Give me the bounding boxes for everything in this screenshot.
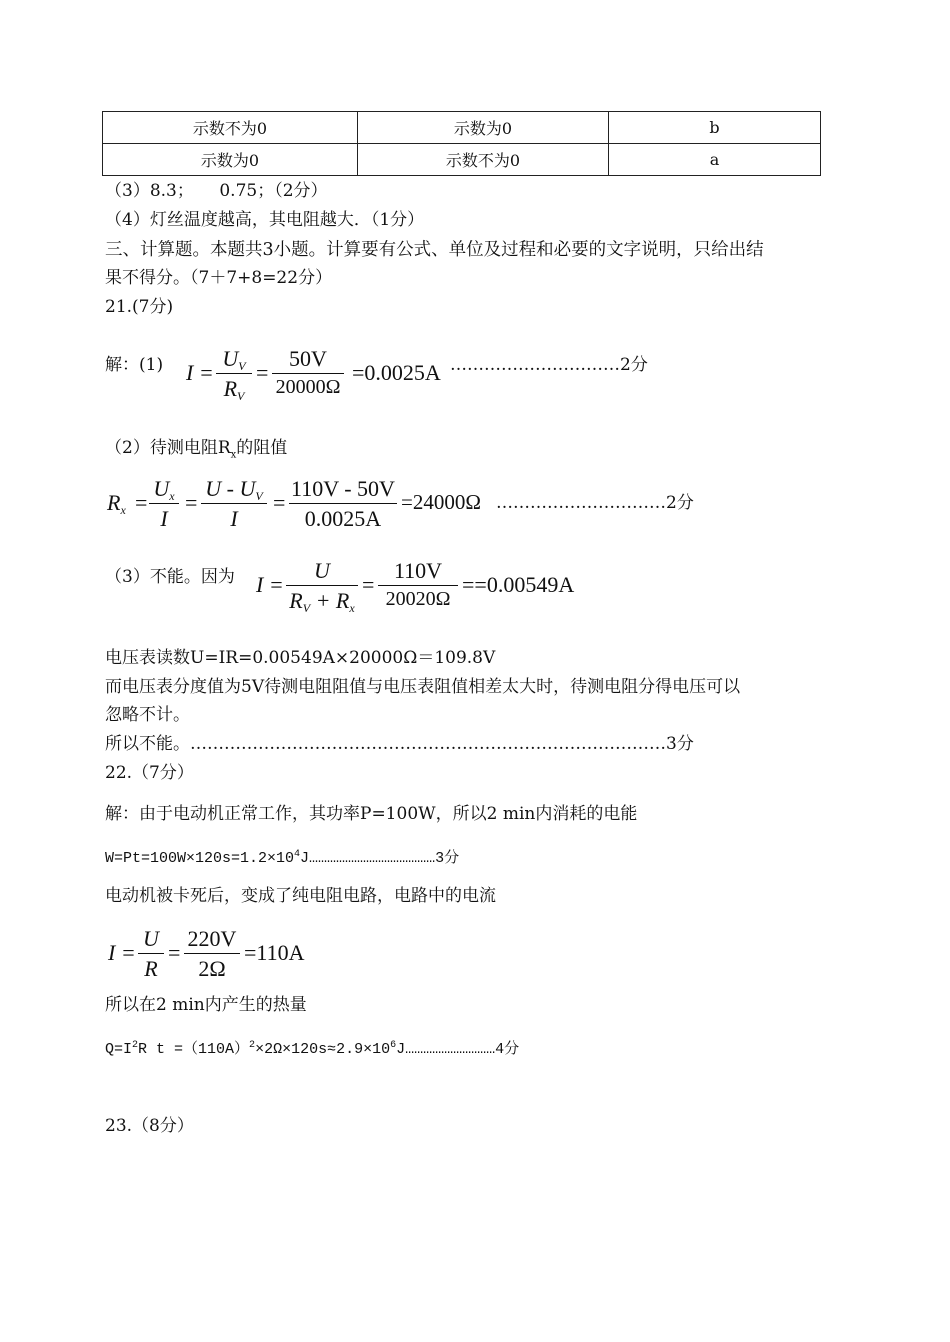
conclusion-line: 所以不能。…………………………………………………………………………3分 bbox=[105, 734, 694, 754]
eq-term: I = bbox=[108, 940, 136, 965]
eq-term: U bbox=[222, 346, 239, 371]
table-cell: a bbox=[609, 144, 821, 176]
eq-term: I = bbox=[256, 572, 284, 597]
q22-line-4: 所以在2 min内产生的热量 bbox=[105, 995, 307, 1015]
formula-text: ×2Ω×120s≈2.9×10 bbox=[255, 1041, 391, 1058]
q21-part3-label: （3）不能。因为 bbox=[105, 567, 235, 587]
eq-term: = bbox=[273, 490, 286, 515]
fraction bbox=[216, 346, 252, 402]
eq-sub: V bbox=[255, 489, 263, 503]
q21-part1-label: 解：(1) bbox=[105, 355, 164, 375]
eq-term: = bbox=[256, 360, 269, 385]
eq-term: R bbox=[223, 376, 238, 401]
eq-term: I = bbox=[186, 360, 214, 385]
section-3-heading-cont: 果不得分。（7＋7+8=22分） bbox=[105, 268, 333, 288]
eq-term: ==0.00549A bbox=[462, 572, 575, 597]
q21-part2-label bbox=[105, 438, 287, 465]
eq-term: 50V bbox=[289, 346, 327, 371]
table-cell: 示数不为0 bbox=[358, 144, 609, 176]
eq-term: 0.0025A bbox=[304, 506, 382, 531]
eq-term: = bbox=[168, 940, 181, 965]
eq-term: = bbox=[135, 490, 148, 515]
eq-term: 110V - 50V bbox=[291, 476, 395, 501]
explanation-line-2: 忽略不计。 bbox=[105, 705, 190, 725]
answer-3: （3）8.3； 0.75；（2分） bbox=[105, 181, 328, 201]
label-text: （2）待测电阻R bbox=[105, 438, 231, 458]
table-row bbox=[103, 112, 821, 144]
formula-text: R t =（110A） bbox=[138, 1041, 250, 1058]
eq-term: R bbox=[144, 956, 158, 981]
question-23-title: 23.（8分） bbox=[105, 1116, 194, 1136]
table-cell: b bbox=[609, 112, 821, 144]
eq-sub: V bbox=[238, 359, 246, 373]
q21-part1-score: …………………………2分 bbox=[450, 355, 648, 375]
eq-term: 20000Ω bbox=[275, 376, 341, 398]
fraction bbox=[201, 476, 267, 532]
eq-sub: V bbox=[302, 601, 311, 615]
q21-part2-score: …………………………2分 bbox=[496, 493, 694, 513]
eq-term: I bbox=[230, 506, 238, 531]
voltmeter-reading: 电压表读数U=IR=0.00549A×20000Ω＝109.8V bbox=[105, 648, 496, 668]
formula-text: W=Pt=100W×120s=1.2×10 bbox=[105, 850, 295, 867]
eq-term: 220V bbox=[187, 926, 237, 951]
q22-line-5 bbox=[105, 1036, 519, 1060]
formula-exp: 4 bbox=[294, 849, 301, 860]
q22-line-2 bbox=[105, 845, 459, 869]
eq-sub: V bbox=[237, 389, 245, 403]
eq-term: U - U bbox=[205, 476, 256, 501]
eq-term: 110V bbox=[393, 558, 443, 583]
fraction bbox=[272, 346, 344, 402]
q22-line-1: 解：由于电动机正常工作，其功率P=100W，所以2 min内消耗的电能 bbox=[105, 804, 638, 824]
fraction bbox=[149, 476, 179, 532]
label-text: 的阻值 bbox=[236, 438, 288, 458]
fraction bbox=[286, 558, 358, 614]
eq-term: U bbox=[153, 476, 170, 501]
result-table bbox=[102, 111, 821, 176]
eq-term: R bbox=[289, 588, 303, 613]
eq-sub: x bbox=[349, 601, 355, 615]
section-3-heading: 三、计算题。本题共3小题。计算要有公式、单位及过程和必要的文字说明，只给出结 bbox=[105, 240, 764, 260]
formula-text: J…………………………4分 bbox=[396, 1041, 520, 1058]
eq-term: R bbox=[107, 490, 121, 515]
explanation-line-1: 而电压表分度值为5V待测电阻阻值与电压表阻值相差太大时，待测电阻分得电压可以 bbox=[105, 677, 741, 697]
fraction bbox=[138, 926, 164, 982]
eq-term: =24000Ω bbox=[401, 490, 481, 514]
eq-term: I bbox=[160, 506, 168, 531]
formula-exp: 6 bbox=[390, 1040, 397, 1051]
answer-4: （4）灯丝温度越高，其电阻越大．（1分） bbox=[105, 210, 425, 230]
eq-term: =110A bbox=[244, 940, 305, 965]
fraction bbox=[378, 558, 458, 614]
fraction bbox=[289, 476, 397, 532]
q22-line-3: 电动机被卡死后，变成了纯电阻电路，电路中的电流 bbox=[105, 886, 496, 906]
table-cell: 示数为0 bbox=[358, 112, 609, 144]
label-sub: x bbox=[230, 449, 237, 461]
eq-sub: x bbox=[169, 489, 175, 503]
fraction bbox=[184, 926, 240, 982]
formula-exp: 2 bbox=[249, 1040, 256, 1051]
question-21-title: 21.(7分) bbox=[105, 297, 174, 317]
formula-text: Q=I bbox=[105, 1041, 133, 1058]
eq-term: U bbox=[143, 926, 159, 951]
eq-term: + R bbox=[310, 588, 350, 613]
table-row bbox=[103, 144, 821, 176]
eq-term: 20020Ω bbox=[385, 588, 451, 610]
formula-text: J……………………………………3分 bbox=[300, 850, 460, 867]
eq-term: = bbox=[362, 572, 375, 597]
table-cell: 示数为0 bbox=[103, 144, 358, 176]
eq-term: 2Ω bbox=[198, 956, 226, 981]
table-cell: 示数不为0 bbox=[103, 112, 358, 144]
eq-term bbox=[107, 490, 126, 518]
question-22-title: 22.（7分） bbox=[105, 763, 194, 783]
eq-term: = bbox=[185, 490, 198, 515]
eq-term: =0.0025A bbox=[352, 360, 441, 385]
eq-term: U bbox=[314, 558, 330, 583]
formula-exp: 2 bbox=[132, 1040, 139, 1051]
eq-sub: x bbox=[120, 503, 126, 517]
